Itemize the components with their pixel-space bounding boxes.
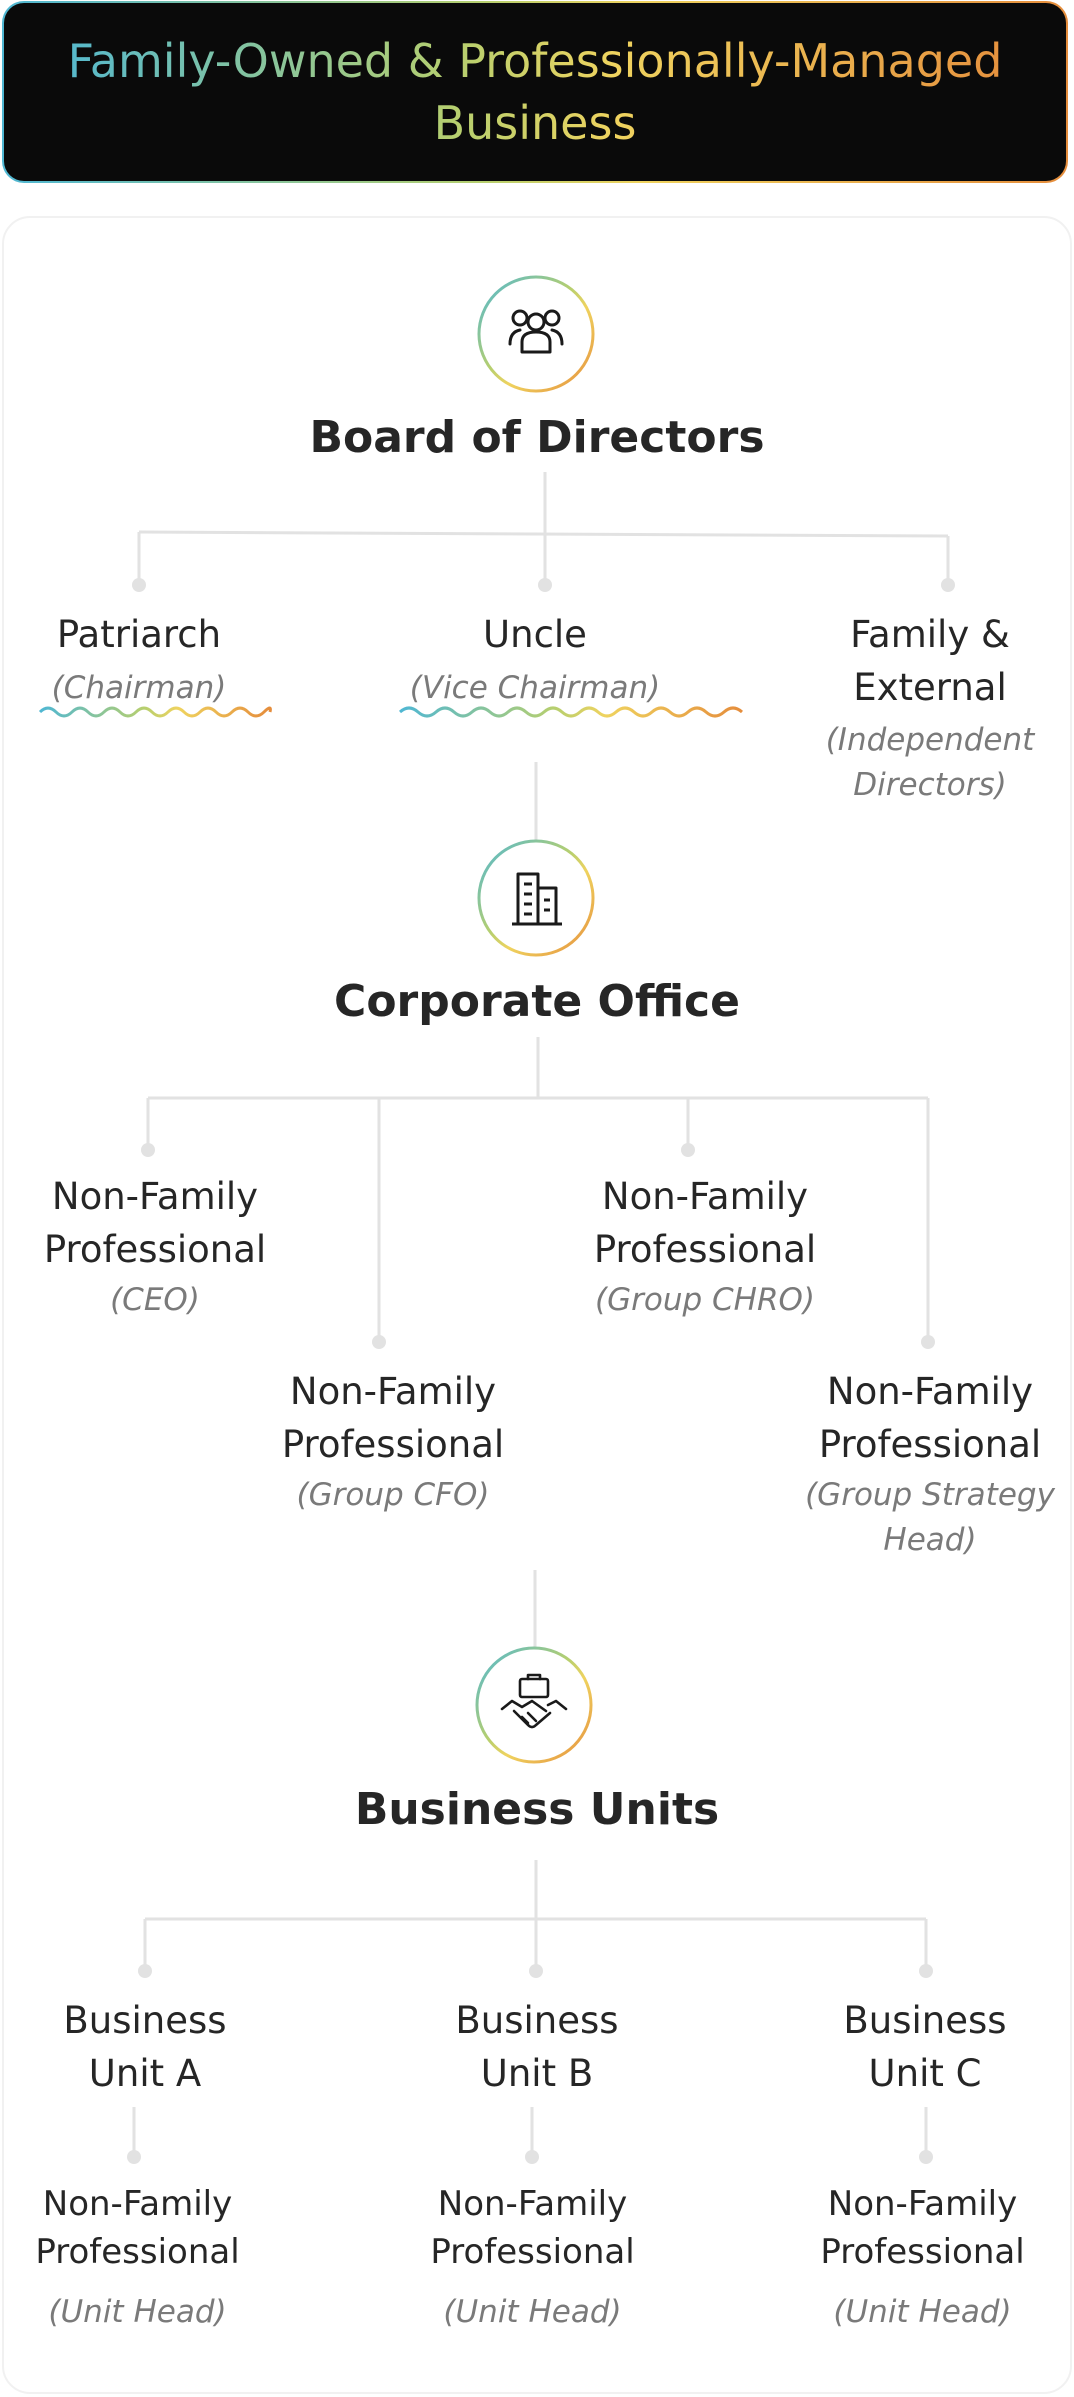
- page-title: Family-Owned & Professionally-Managed Business: [35, 30, 1035, 154]
- unit-head-name: Non-Family Professional: [430, 2184, 635, 2272]
- units-heading: Business Units: [354, 1784, 720, 1835]
- connector-dot: [921, 1335, 935, 1349]
- connector-dot: [127, 2150, 141, 2164]
- corporate-member-role: (Group CHRO): [595, 1282, 815, 1318]
- corporate-member-name: Non-Family Professional: [818, 1370, 1042, 1466]
- connector-dot: [538, 578, 552, 592]
- building-icon: [476, 838, 596, 958]
- corporate-heading: Corporate Office: [334, 976, 740, 1027]
- unit-head-role: (Unit Head): [833, 2294, 1012, 2330]
- board-member-role: (Chairman): [51, 670, 227, 706]
- people-icon: [476, 274, 596, 394]
- connector-dot: [529, 1964, 543, 1978]
- connector-dot: [919, 2150, 933, 2164]
- handshake-icon: [474, 1645, 594, 1765]
- connector-dot: [919, 1964, 933, 1978]
- unit-head-role: (Unit Head): [443, 2294, 622, 2330]
- unit-name: Business Unit B: [455, 1999, 619, 2095]
- corporate-member-role: (Group CFO): [296, 1477, 490, 1513]
- corporate-member-name: Non-Family Professional: [43, 1175, 267, 1271]
- connector-dot: [525, 2150, 539, 2164]
- connector-dot: [138, 1964, 152, 1978]
- unit-name: Business Unit A: [63, 1999, 227, 2095]
- units-icon-circle: [474, 1645, 594, 1765]
- unit-name: Business Unit C: [843, 1999, 1007, 2095]
- board-heading: Board of Directors: [309, 412, 765, 463]
- corporate-member-name: Non-Family Professional: [593, 1175, 817, 1271]
- corporate-icon-circle: [476, 838, 596, 958]
- corporate-member-role: (CEO): [110, 1282, 200, 1318]
- board-member-name: Family & External: [850, 613, 1010, 709]
- connector-dot: [941, 578, 955, 592]
- board-member-name: Patriarch: [56, 613, 222, 656]
- board-member-name: Uncle: [483, 613, 587, 656]
- connector-dot: [372, 1335, 386, 1349]
- connector-dot: [681, 1143, 695, 1157]
- board-member-role: (Vice Chairman): [409, 670, 661, 706]
- board-member-role: (Independent Directors): [825, 722, 1035, 803]
- connector-dot: [132, 578, 146, 592]
- board-icon-circle: [476, 274, 596, 394]
- corporate-member-name: Non-Family Professional: [281, 1370, 505, 1466]
- corporate-member-role: (Group Strategy Head): [805, 1477, 1055, 1558]
- connector-dot: [141, 1143, 155, 1157]
- unit-head-name: Non-Family Professional: [820, 2184, 1025, 2272]
- unit-head-role: (Unit Head): [48, 2294, 227, 2330]
- unit-head-name: Non-Family Professional: [35, 2184, 240, 2272]
